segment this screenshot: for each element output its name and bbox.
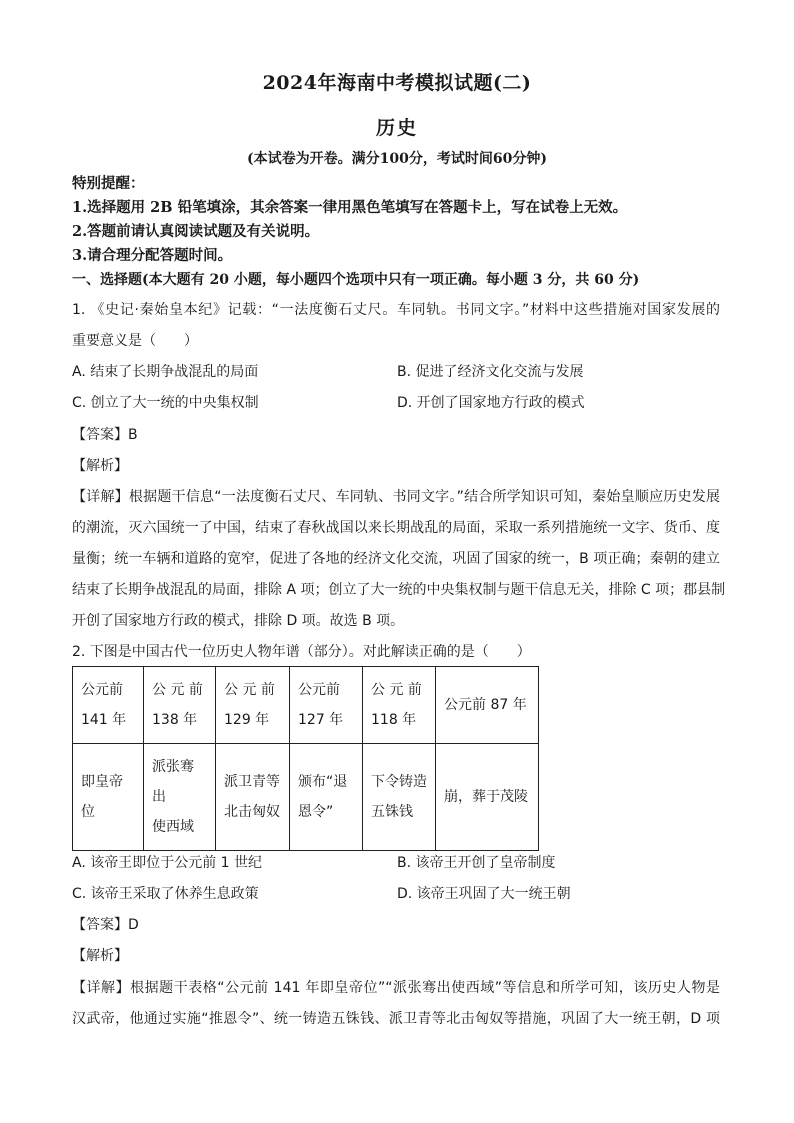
notice-item-1: 1.选择题用 2B 铅笔填涂，其余答案一律用黑色笔填写在答题卡上，写在试卷上无效。 [72, 199, 628, 216]
q1-option-b: B. 促进了经济文化交流与发展 [397, 364, 584, 380]
table-cell: 崩，葬于茂陵 [436, 744, 539, 851]
q1-detail-line-5: 开创了国家地方行政的模式，排除 D 项。故选 B 项。 [72, 613, 405, 629]
q1-stem-line-1: 1. 《史记·秦始皇本纪》记载：“一法度衡石丈尺。车同轨。书同文字。”材料中这些措施对国家发展的 [72, 302, 720, 318]
table-cell: 公 元 前 118 年 [363, 667, 436, 744]
q1-detail-line-4: 结束了长期争战混乱的局面，排除 A 项；创立了大一统的中央集权制与题干信息无关，排除 C 项；郡县制 [72, 582, 726, 598]
exam-subtitle: (本试卷为开卷。满分100分，考试时间60分钟) [247, 151, 547, 167]
table-cell: 派张骞出 使西域 [144, 744, 216, 851]
table-cell: 下令铸造 五铢钱 [363, 744, 436, 851]
q1-detail-line-2: 的潮流，灭六国统一了中国，结束了春秋战国以来长期战乱的局面，采取一系列措施统一文字、货币、度 [72, 520, 720, 536]
q2-option-a: A. 该帝王即位于公元前 1 世纪 [72, 855, 263, 871]
chronology-table [72, 666, 539, 851]
table-cell: 公 元 前 138 年 [144, 667, 216, 744]
q1-answer: 【答案】B [72, 427, 138, 443]
q1-stem-line-2: 重要意义是（ ） [72, 333, 198, 349]
q2-option-d: D. 该帝王巩固了大一统王朝 [397, 886, 571, 902]
q2-detail-line-1: 【详解】根据题干表格“公元前 141 年即皇帝位”“派张骞出使西域”等信息和所学可知，该历史人物是 [72, 980, 720, 996]
table-cell: 公 元 前 129 年 [216, 667, 290, 744]
notice-item-3: 3.请合理分配答题时间。 [72, 247, 233, 264]
notice-heading: 特别提醒： [72, 175, 145, 192]
section1-heading: 一、选择题(本大题有 20 小题，每小题四个选项中只有一项正确。每小题 3 分，共 60 分) [72, 272, 640, 288]
q1-detail-line-1: 【详解】根据题干信息“一法度衡石丈尺、车同轨、书同文字。”结合所学知识可知，秦始皇顺应历史发展 [72, 489, 720, 505]
table-cell: 颁布“退 恩令” [290, 744, 363, 851]
table-cell: 公元前 87 年 [436, 667, 539, 744]
q1-analysis-label: 【解析】 [72, 458, 128, 474]
table-cell: 派卫青等 北击匈奴 [216, 744, 290, 851]
q1-detail-line-3: 量衡；统一车辆和道路的宽窄，促进了各地的经济文化交流，巩固了国家的统一，B 项正确；秦朝的建立 [72, 551, 720, 567]
table-row-years [73, 667, 539, 744]
q2-analysis-label: 【解析】 [72, 948, 128, 964]
table-cell: 公元前 141 年 [73, 667, 144, 744]
q2-option-c: C. 该帝王采取了休养生息政策 [72, 886, 259, 902]
q1-option-d: D. 开创了国家地方行政的模式 [397, 395, 585, 411]
notice-item-2: 2.答题前请认真阅读试题及有关说明。 [72, 223, 320, 240]
subject-title: 历史 [375, 117, 418, 139]
q1-option-a: A. 结束了长期争战混乱的局面 [72, 364, 259, 380]
table-cell: 公元前 127 年 [290, 667, 363, 744]
q1-option-c: C. 创立了大一统的中央集权制 [72, 395, 259, 411]
q2-detail-line-2: 汉武帝，他通过实施“推恩令”、统一铸造五铢钱、派卫青等北击匈奴等措施，巩固了大一统王朝，D 项 [72, 1011, 720, 1027]
q2-stem: 2. 下图是中国古代一位历史人物年谱（部分）。对此解读正确的是（ ） [72, 644, 531, 660]
table-cell: 即皇帝 位 [73, 744, 144, 851]
exam-title: 2024年海南中考模拟试题(二) [262, 72, 532, 94]
table-row-events [73, 744, 539, 851]
q2-answer: 【答案】D [72, 917, 139, 933]
q2-option-b: B. 该帝王开创了皇帝制度 [397, 855, 556, 871]
